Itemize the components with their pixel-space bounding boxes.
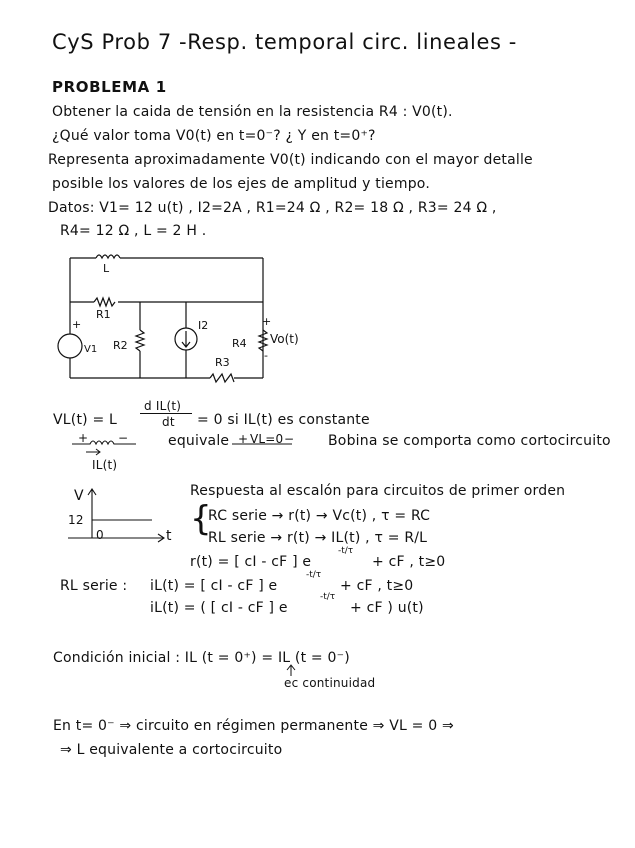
- problem-data-line-1: Datos: V1= 12 u(t) , I2=2A , R1=24 Ω , R2= 18 Ω , R3= 24 Ω ,: [48, 200, 497, 216]
- response-title: Respuesta al escalón para circuitos de primer orden: [190, 483, 566, 499]
- problem-line-2: ¿Qué valor toma V0(t) en t=0⁻? ¿ Y en t=0⁺?: [52, 128, 376, 144]
- problem-heading: PROBLEMA 1: [52, 78, 167, 96]
- general-tail: + cF , t≥0: [372, 554, 446, 570]
- step-12-label: 12: [68, 513, 84, 527]
- equivale-text: equivale: [168, 433, 230, 449]
- label-vo-plus: +: [262, 315, 272, 328]
- vl-fraction-num: d IL(t): [144, 399, 182, 413]
- inductor-plus: +: [78, 431, 89, 445]
- label-r4: R4: [232, 337, 247, 350]
- vl-equation-rhs: = 0 si IL(t) es constante: [197, 412, 370, 428]
- continuidad-note: ec continuidad: [284, 676, 376, 690]
- problem-line-3: Representa aproximadamente V0(t) indicando con el mayor detalle: [48, 152, 533, 168]
- step-v-label: V: [74, 488, 84, 504]
- rl-line: RL serie → r(t) → IL(t) , τ = R/L: [208, 530, 428, 546]
- brace-icon: {: [190, 499, 212, 539]
- rl-exp-1: -t/τ: [306, 570, 322, 580]
- short-plus: +: [238, 432, 249, 446]
- final-line-1: En t= 0⁻ ⇒ circuito en régimen permanente ⇒ VL = 0 ⇒: [53, 718, 454, 734]
- step-t-label: t: [166, 528, 172, 544]
- vl-equation-lhs: VL(t) = L: [53, 412, 118, 428]
- inductor-minus: −: [118, 431, 129, 445]
- label-r3: R3: [215, 356, 230, 369]
- short-vl-zero: VL=0: [250, 432, 284, 446]
- rl-tail-1: + cF , t≥0: [340, 578, 414, 594]
- initial-condition: Condición inicial : IL (t = 0⁺) = IL (t = 0⁻): [53, 650, 350, 666]
- problem-line-1: Obtener la caida de tensión en la resistencia R4 : V0(t).: [52, 104, 453, 120]
- general-equation: r(t) = [ cI - cF ] e: [190, 554, 312, 570]
- rl-equation-2: iL(t) = ( [ cI - cF ] e: [150, 600, 288, 616]
- label-r1: R1: [96, 308, 111, 321]
- label-vo-minus: -: [264, 349, 268, 362]
- rl-equation-1: iL(t) = [ cI - cF ] e: [150, 578, 278, 594]
- rc-line: RC serie → r(t) → Vc(t) , τ = RC: [208, 508, 431, 524]
- general-exp: -t/τ: [338, 546, 354, 556]
- inductor-current-label: IL(t): [92, 458, 118, 472]
- label-i2: I2: [198, 319, 209, 332]
- problem-line-4: posible los valores de los ejes de amplitud y tiempo.: [52, 176, 430, 192]
- rl-serie-label: RL serie :: [60, 578, 128, 594]
- short-minus: −: [284, 432, 295, 446]
- bobina-text: Bobina se comporta como cortocircuito: [328, 433, 611, 449]
- final-line-2: ⇒ L equivalente a cortocircuito: [60, 742, 283, 758]
- rl-tail-2: + cF ) u(t): [350, 600, 424, 616]
- label-l: L: [103, 262, 110, 275]
- page-title: CyS Prob 7 -Resp. temporal circ. lineales -: [52, 30, 517, 54]
- problem-data-line-2: R4= 12 Ω , L = 2 H .: [60, 223, 207, 239]
- step-0-label: 0: [96, 528, 104, 542]
- vl-fraction-den: dt: [162, 415, 175, 429]
- label-vo: Vo(t): [270, 332, 299, 346]
- label-v1: V1: [84, 344, 98, 355]
- label-r2: R2: [113, 339, 128, 352]
- rl-exp-2: -t/τ: [320, 592, 336, 602]
- label-v1-plus: +: [72, 318, 82, 331]
